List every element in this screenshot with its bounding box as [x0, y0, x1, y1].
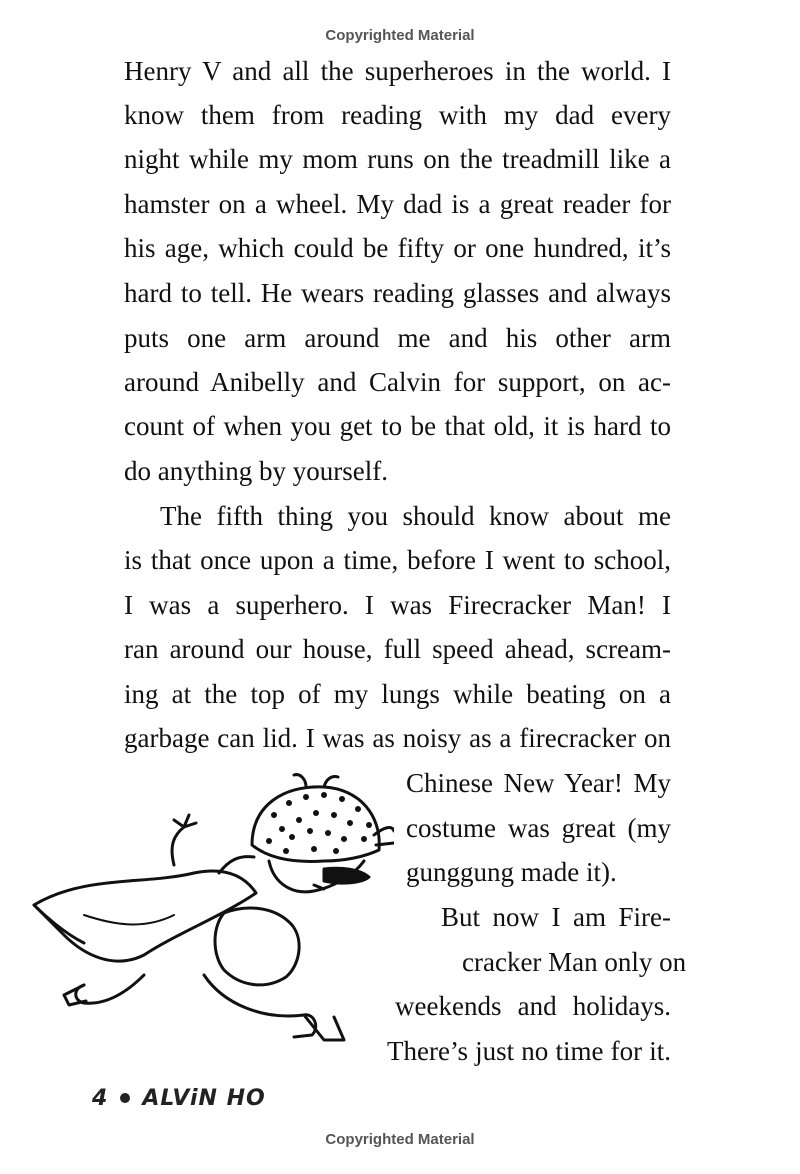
text-line: Henry V and all the superheroes in the world. I	[124, 56, 671, 86]
text-line: cracker Man only on	[462, 947, 687, 977]
text-line: I was a superhero. I was Firecracker Man! I	[124, 590, 671, 620]
text-line: hamster on a wheel. My dad is a great reader for	[124, 189, 671, 219]
text-line: do anything by yourself.	[124, 456, 388, 486]
text-line: The fifth thing you should know about me	[160, 501, 671, 531]
text-line: weekends and holidays.	[395, 991, 671, 1021]
text-line: But now I am Fire-	[441, 902, 671, 932]
page-number: 4	[92, 1085, 109, 1111]
text-line: Chinese New Year! My	[406, 768, 671, 798]
text-line: gunggung made it).	[406, 857, 617, 887]
text-line: hard to tell. He wears reading glasses and always	[124, 278, 671, 308]
text-line: night while my mom runs on the treadmill like a	[124, 144, 671, 174]
text-line: ing at the top of my lungs while beating on a	[124, 679, 671, 709]
text-line: garbage can lid. I was as noisy as a firecracker on	[124, 723, 671, 753]
text-line: his age, which could be fifty or one hundred, it’s	[124, 233, 671, 263]
running-title: ALViN HO	[142, 1085, 266, 1111]
text-line: know them from reading with my dad every	[124, 100, 671, 130]
text-line: puts one arm around me and his other arm	[124, 323, 671, 353]
text-line: count of when you get to be that old, it is hard to	[124, 411, 671, 441]
bullet-separator	[120, 1093, 130, 1103]
text-line: ran around our house, full speed ahead, scream-	[124, 634, 671, 664]
watermark-top: Copyrighted Material	[325, 27, 475, 44]
watermark-bottom: Copyrighted Material	[325, 1131, 475, 1148]
text-line: is that once upon a time, before I went to school,	[124, 545, 671, 575]
text-line: There’s just no time for it.	[387, 1036, 671, 1066]
page-footer	[92, 1083, 266, 1113]
firecracker-man-illustration	[24, 765, 394, 1065]
text-line: around Anibelly and Calvin for support, on ac-	[124, 367, 671, 397]
text-line: costume was great (my	[406, 813, 671, 843]
